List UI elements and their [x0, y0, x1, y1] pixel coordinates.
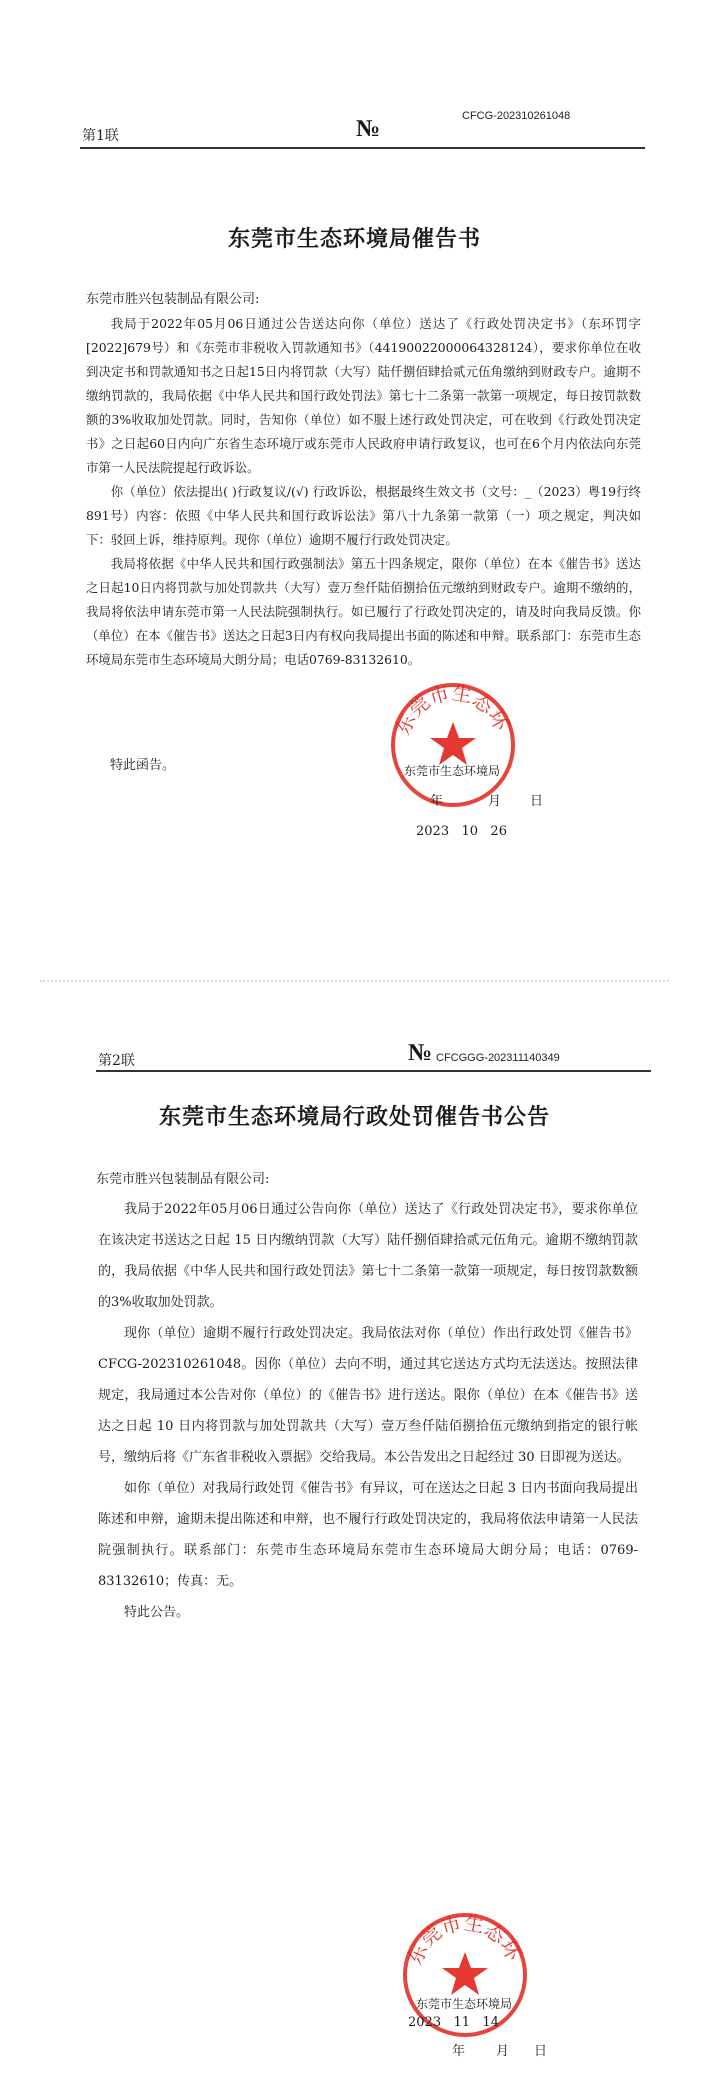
number-mark: № — [356, 116, 381, 142]
body-text — [86, 312, 641, 672]
date-year-label: 年 — [430, 794, 444, 809]
page-separator — [40, 980, 669, 982]
paragraph-2: 现你（单位）逾期不履行行政处罚决定。我局依法对你（单位）作出行政处罚《催告书》CFCG-202310261048。因你（单位）去向不明，通过其它送达方式均无法送达。按照法律规定，我局通过本公告对你（单位）的《催告书》进行送达。限你（单位）在本《催告书》送达之日起 10 日内将罚款与加处罚款共（大写）壹万叁仟陆佰捌拾伍元缴纳到指定的银行帐号，缴纳后将《广东省非税收入票据》交给我局。本公告发出之日起经过 30 日即视为送达。 — [98, 1326, 638, 1465]
page-title: 东莞市生态环境局催告书 — [227, 226, 481, 252]
copy-number: 第2联 — [98, 1053, 135, 1069]
copy-number: 第1联 — [82, 128, 119, 144]
notice-page-2 — [0, 1040, 709, 2082]
paragraph-3: 我局将依据《中华人民共和国行政强制法》第五十四条规定，限你（单位）在本《催告书》送达之日起10日内将罚款与加处罚款共（大写）壹万叁仟陆佰捌拾伍元缴纳到财政专户。逾期不缴纳的，我局将依法申请东莞市第一人民法院强制执行。如已履行了行政处罚决定的，请及时向我局反馈。你（单位）在本《催告书》送达之日起3日内有权向我局提出书面的陈述和申辩。联系部门：东莞市生态环境局东莞市生态环境局大朗分局；电话0769-83132610。 — [86, 556, 641, 667]
issuing-org: 东莞市生态环境局 — [416, 1997, 513, 2011]
header-rule — [96, 1070, 651, 1072]
seal-arc-text: 东莞市生态环 — [402, 1910, 526, 1969]
addressee: 东莞市胜兴包装制品有限公司: — [96, 1172, 270, 1187]
closing-text: 特此公告。 — [124, 1605, 190, 1620]
issuing-org: 东莞市生态环境局 — [404, 764, 501, 778]
issue-date: 2023 10 26 — [416, 824, 507, 839]
date-day-label: 日 — [530, 794, 544, 809]
addressee: 东莞市胜兴包装制品有限公司: — [86, 292, 260, 307]
paragraph-2: 你（单位）依法提出( )行政复议/(√) 行政诉讼，根据最终生效文书（文号：_（2023）粤19行终891号）内容：依照《中华人民共和国行政诉讼法》第八十九条第一款第（一）项之规定，判决如下：驳回上诉，维持原判。现你（单位）逾期不履行行政处罚决定。 — [86, 484, 641, 547]
paragraph-1: 我局于2022年05月06日通过公告送达向你（单位）送达了《行政处罚决定书》（东环罚字[2022]679号）和《东莞市非税收入罚款通知书》（4419002200006432812​4），要求你单位在收到决定书和罚款通知书之日起15日内将罚款（大写）陆仟捌佰肆拾贰元伍角缴纳到财政专户。逾期不缴纳罚款的，我局依据《中华人民共和国行政处罚法》第七十二条第一款第一项规定，每日按罚款数额的3%收取加处罚款。同时，告知你（单位）如不服上述行政处罚决定，可在收到《行政处罚决定书》之日起60日内向广东省生态环境厅或东莞市人民政府申请行政复议，也可在6个月内依法向东莞市第一人民法院提起行政诉讼。 — [86, 316, 641, 475]
seal-arc-text: 东莞市生态环 — [390, 680, 514, 739]
date-month-label: 月 — [488, 794, 502, 809]
header-rule — [80, 147, 645, 149]
paragraph-3: 如你（单位）对我局行政处罚《催告书》有异议，可在送达之日起 3 日内书面向我局提出陈述和申辩，逾期未提出陈述和申辩，也不履行行政处罚决定的，我局将依法申请第一人民法院强制执行。联系部门：东莞市生态环境局东莞市生态环境局大朗分局；电话：0769-83132610；传真：无。 — [98, 1481, 638, 1589]
closing-text: 特此函告。 — [110, 758, 176, 773]
document-code: CFCG-202310261048 — [462, 110, 571, 122]
date-month-label: 月 — [496, 2044, 510, 2059]
date-day-label: 日 — [534, 2044, 548, 2059]
date-year-label: 年 — [452, 2044, 466, 2059]
issue-date: 2023 11 14 — [408, 2015, 499, 2030]
document-code: CFCGGG-202311140349 — [436, 1052, 560, 1064]
number-mark: № — [408, 1040, 433, 1066]
page-title: 东莞市生态环境局行政处罚催告书公告 — [158, 1104, 550, 1130]
paragraph-1: 我局于2022年05月06日通过公告向你（单位）送达了《行政处罚决定书》，要求你单位在该决定书送达之日起 15 日内缴纳罚款（大写）陆仟捌佰肆拾贰元伍角元。逾期不缴纳罚款的，我局依据《中华人民共和国行政处罚法》第七十二条第一款第一项规定，每日按罚款数额的3%收取加处罚款。 — [98, 1202, 638, 1310]
body-text — [98, 1194, 638, 1628]
